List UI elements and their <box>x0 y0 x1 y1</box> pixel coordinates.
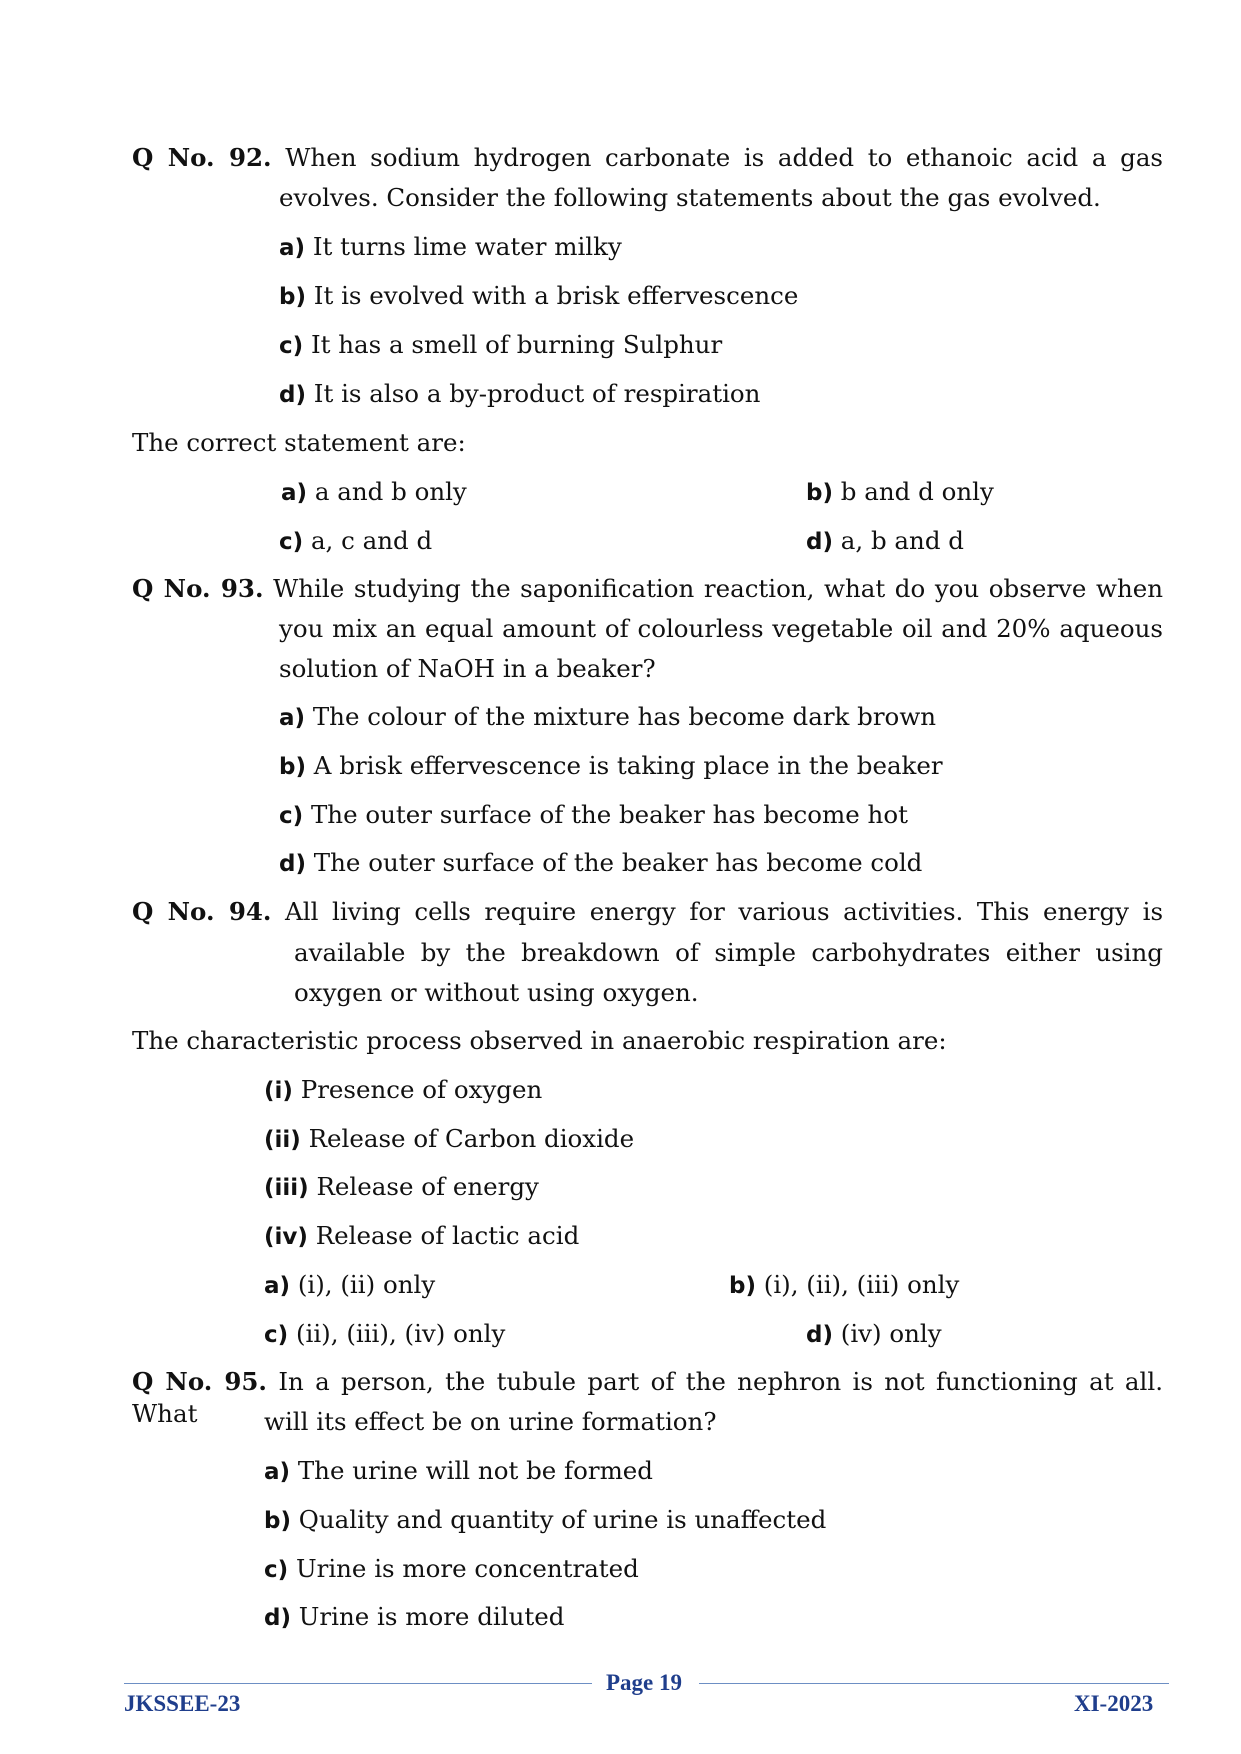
footer-rule-left <box>124 1683 592 1684</box>
question-94-line-1 <box>132 896 1163 928</box>
answer-option-d[interactable]: d) (iv) only <box>806 1319 942 1348</box>
question-92-line-1 <box>132 142 1163 174</box>
page-number: Page 19 <box>606 1670 683 1695</box>
question-number: Q No. 94. <box>132 897 272 926</box>
answer-option-a[interactable]: a) The urine will not be formed <box>264 1456 653 1485</box>
statement-c: c) It has a smell of burning Sulphur <box>279 330 723 359</box>
answer-option-d[interactable]: d) The outer surface of the beaker has become cold <box>279 848 923 877</box>
answer-option-b[interactable]: b) A brisk effervescence is taking place in the beaker <box>279 751 943 780</box>
statement-ii: (ii) Release of Carbon dioxide <box>264 1124 635 1153</box>
question-95-line-2: will its effect be on urine formation? <box>264 1407 717 1436</box>
answer-option-d[interactable]: d) Urine is more diluted <box>264 1602 565 1631</box>
statement-a: a) It turns lime water milky <box>279 232 622 261</box>
statement-b: b) It is evolved with a brisk effervescence <box>279 281 799 310</box>
answer-option-a[interactable]: a) a and b only <box>281 477 467 506</box>
question-92-line-2: evolves. Consider the following statements about the gas evolved. <box>279 183 1101 212</box>
answer-option-c[interactable]: c) Urine is more concentrated <box>264 1554 639 1583</box>
answer-option-b[interactable]: b) Quality and quantity of urine is unaffected <box>264 1505 827 1534</box>
answer-option-c[interactable]: c) a, c and d <box>279 526 433 555</box>
answer-option-d[interactable]: d) a, b and d <box>806 526 964 555</box>
question-stem: All living cells require energy for various activities. This energy is <box>285 897 1164 926</box>
footer-rule-right <box>699 1683 1169 1684</box>
answer-option-b[interactable]: b) (i), (ii), (iii) only <box>729 1270 960 1299</box>
question-93-line-3: solution of NaOH in a beaker? <box>279 654 656 683</box>
answer-option-c[interactable]: c) The outer surface of the beaker has become hot <box>279 800 908 829</box>
footer-exam-code: JKSSEE-23 <box>124 1691 241 1716</box>
answer-option-c[interactable]: c) (ii), (iii), (iv) only <box>264 1319 506 1348</box>
statement-d: d) It is also a by-product of respiration <box>279 379 761 408</box>
question-94-line-3: oxygen or without using oxygen. <box>294 978 699 1007</box>
question-93-line-1 <box>132 573 1163 605</box>
question-stem: When sodium hydrogen carbonate is added to ethanoic acid a gas <box>285 143 1163 172</box>
answer-option-a[interactable]: a) (i), (ii) only <box>264 1270 436 1299</box>
footer-class-year: XI-2023 <box>1074 1691 1154 1716</box>
statement-iii: (iii) Release of energy <box>264 1172 539 1201</box>
question-94-line-2: available by the breakdown of simple carbohydrates either using <box>294 938 1163 967</box>
answer-option-a[interactable]: a) The colour of the mixture has become dark brown <box>279 702 937 731</box>
question-number: Q No. 92. <box>132 143 272 172</box>
question-93-line-2: you mix an equal amount of colourless vegetable oil and 20% aqueous <box>279 614 1163 643</box>
question-number: Q No. 93. <box>132 574 264 603</box>
question-number: Q No. 95. <box>132 1367 267 1396</box>
question-stem: While studying the saponification reaction, what do you observe when <box>273 574 1163 603</box>
statement-iv: (iv) Release of lactic acid <box>264 1221 580 1250</box>
question-prompt: The characteristic process observed in anaerobic respiration are: <box>132 1026 947 1055</box>
question-stem: In a person, the tubule part of the nephron is not functioning at all. What <box>132 1367 1163 1428</box>
question-prompt: The correct statement are: <box>132 428 466 457</box>
statement-i: (i) Presence of oxygen <box>264 1075 543 1104</box>
answer-option-b[interactable]: b) b and d only <box>806 477 994 506</box>
